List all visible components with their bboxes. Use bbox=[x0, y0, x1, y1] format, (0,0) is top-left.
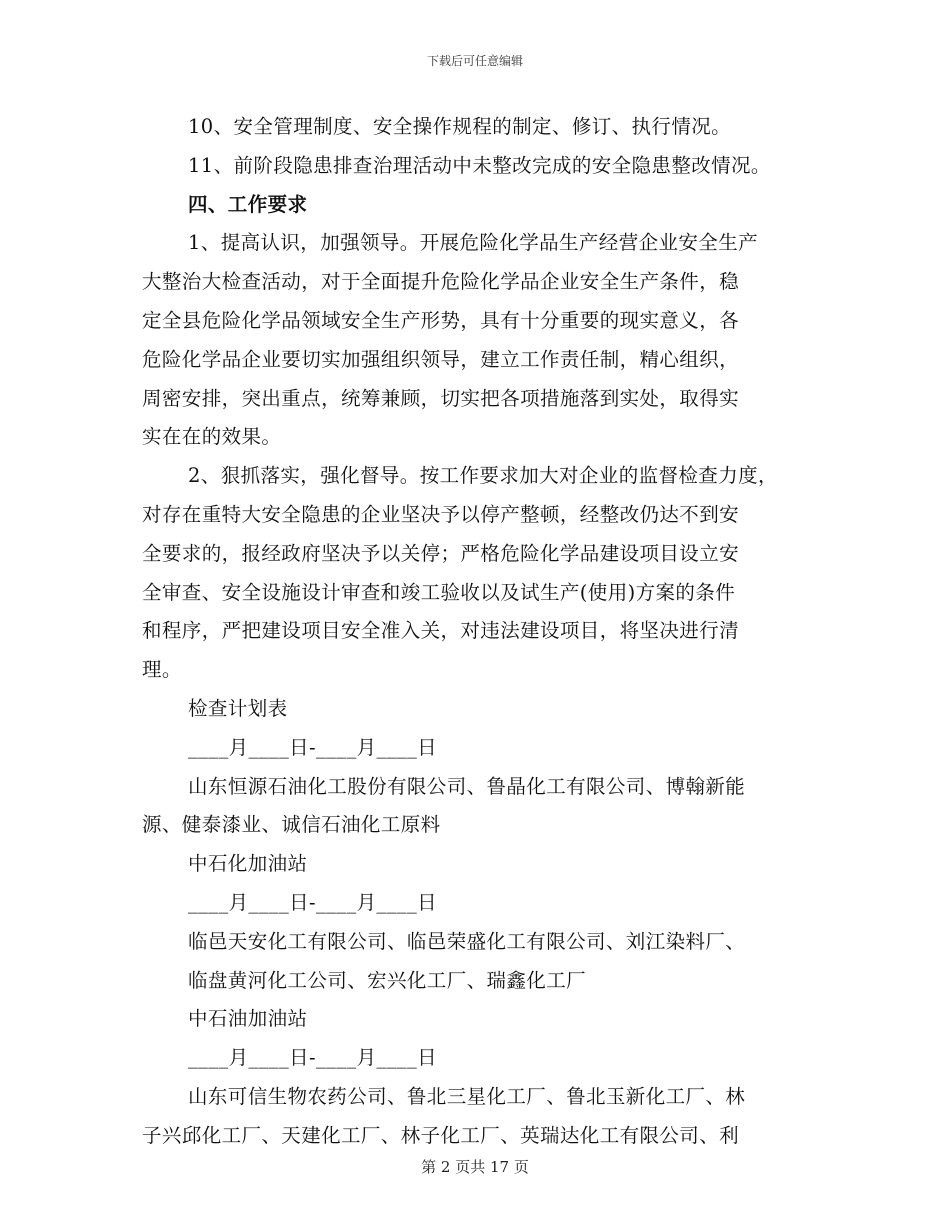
text-line: 临邑天安化工有限公司、临邑荣盛化工有限公司、刘江染料厂、 bbox=[188, 929, 746, 953]
text-line: 临盘黄河化工公司、宏兴化工厂、瑞鑫化工厂 bbox=[188, 968, 587, 992]
section-heading: 四、工作要求 bbox=[188, 192, 308, 216]
text-line: 山东恒源石油化工股份有限公司、鲁晶化工有限公司、博翰新能 bbox=[188, 774, 746, 798]
text-line: 定全县危险化学品领域安全生产形势，具有十分重要的现实意义，各 bbox=[142, 308, 740, 332]
text-line: ____月____日-____月____日 bbox=[188, 735, 437, 759]
text-line: 中石化加油站 bbox=[188, 852, 308, 876]
text-line: 中石油加油站 bbox=[188, 1007, 308, 1031]
text-line: 1、提高认识，加强领导。开展危险化学品生产经营企业安全生产 bbox=[188, 231, 759, 255]
text-line: ____月____日-____月____日 bbox=[188, 890, 437, 914]
text-line: 2、狠抓落实，强化督导。按工作要求加大对企业的监督检查力度， bbox=[188, 464, 778, 488]
text-line: 和程序，严把建设项目安全准入关，对违法建设项目，将坚决进行清 bbox=[142, 619, 740, 643]
text-line: 10、安全管理制度、安全操作规程的制定、修订、执行情况。 bbox=[188, 115, 732, 138]
text-line: 全要求的，报经政府坚决予以关停；严格危险化学品建设项目设立安 bbox=[142, 541, 740, 565]
text-line: 全审查、安全设施设计审查和竣工验收以及试生产(使用)方案的条件 bbox=[142, 580, 736, 604]
text-line: 大整治大检查活动，对于全面提升危险化学品企业安全生产条件，稳 bbox=[142, 270, 740, 294]
text-line: 源、健泰漆业、诚信石油化工原料 bbox=[142, 813, 441, 837]
text-line: 周密安排，突出重点，统筹兼顾，切实把各项措施落到实处，取得实 bbox=[142, 386, 740, 410]
text-line: 子兴邱化工厂、天建化工厂、林子化工厂、英瑞达化工有限公司、利 bbox=[142, 1123, 740, 1147]
page-number: 第 2 页共 17 页 bbox=[421, 1158, 529, 1176]
text-line: 检查计划表 bbox=[188, 696, 288, 720]
text-line: ____月____日-____月____日 bbox=[188, 1046, 437, 1070]
text-line: 理。 bbox=[142, 658, 182, 682]
text-line: 山东可信生物农药公司、鲁北三星化工厂、鲁北玉新化工厂、林 bbox=[188, 1084, 746, 1108]
page-header-note: 下载后可任意编辑 bbox=[426, 54, 523, 68]
document-body bbox=[142, 108, 822, 1156]
text-line: 实在在的效果。 bbox=[142, 425, 282, 449]
text-line: 危险化学品企业要切实加强组织领导，建立工作责任制，精心组织， bbox=[142, 347, 740, 371]
text-line: 11、前阶段隐患排查治理活动中未整改完成的安全隐患整改情况。 bbox=[188, 153, 771, 177]
text-line: 对存在重特大安全隐患的企业坚决予以停产整顿，经整改仍达不到安 bbox=[142, 502, 740, 526]
